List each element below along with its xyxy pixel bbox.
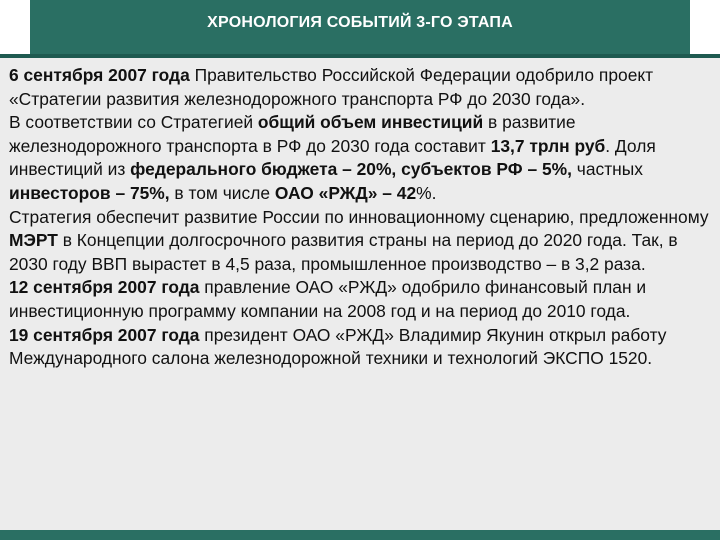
bold-fragment: 13,7 трлн руб [490,135,606,156]
paragraph-3 [9,206,709,277]
bold-fragment: инвесторов – 75%, [9,182,170,203]
event-text: Правительство Российской Федерации одобрило проект «Стратегии развития железнодорожного транспорта РФ до 2030 года». [9,65,654,109]
event-text: правление ОАО «РЖД» одобрило финансовый план и инвестиционную программу компании на 2008 год и на период до 2010 года. [9,277,647,321]
header-bar [0,0,720,54]
bold-fragment: МЭРТ [9,230,58,251]
text-fragment: . Доля инвестиций из [9,135,656,180]
event-date: 6 сентября 2007 года [9,65,190,85]
text-fragment: частных [571,159,643,180]
text-fragment: в развитие железнодорожного транспорта в РФ до 2030 года составит [9,112,576,156]
event-text: президент ОАО «РЖД» Владимир Якунин открыл работу Международного салона железнодорожной техники и технологий ЭКСПО 1520. [9,324,667,369]
bold-fragment: федерального бюджета – 20%, субъектов РФ – 5%, [130,159,572,180]
header-right-block [690,0,720,54]
event-date: 12 сентября 2007 года [9,277,200,298]
text-fragment: в Концепции долгосрочного развития страны на период до 2020 года. Так, в 2030 году ВВП вырастет в 4,5 раза, промышленное производство – в 3,2 раза. [9,230,678,274]
bold-fragment: ОАО «РЖД» – 42 [274,182,417,203]
paragraph-5 [9,324,709,371]
header-divider [0,54,720,58]
footer-bar [0,530,720,540]
header-left-block [0,0,30,54]
text-fragment: %. [416,182,437,203]
text-fragment: В соответствии со Стратегией [9,112,258,133]
text-fragment: Стратегия обеспечит развитие России по инновационному сценарию, предложенному [9,206,709,227]
bold-fragment: общий объем инвестиций [257,112,484,133]
event-date: 19 сентября 2007 года [9,324,200,345]
text-fragment: в том числе [169,182,275,203]
page-title: ХРОНОЛОГИЯ СОБЫТИЙ 3-ГО ЭТАПА [207,14,513,31]
paragraph-2 [9,111,709,205]
content-body [9,64,709,371]
paragraph-1 [9,64,709,111]
paragraph-4 [9,276,709,323]
